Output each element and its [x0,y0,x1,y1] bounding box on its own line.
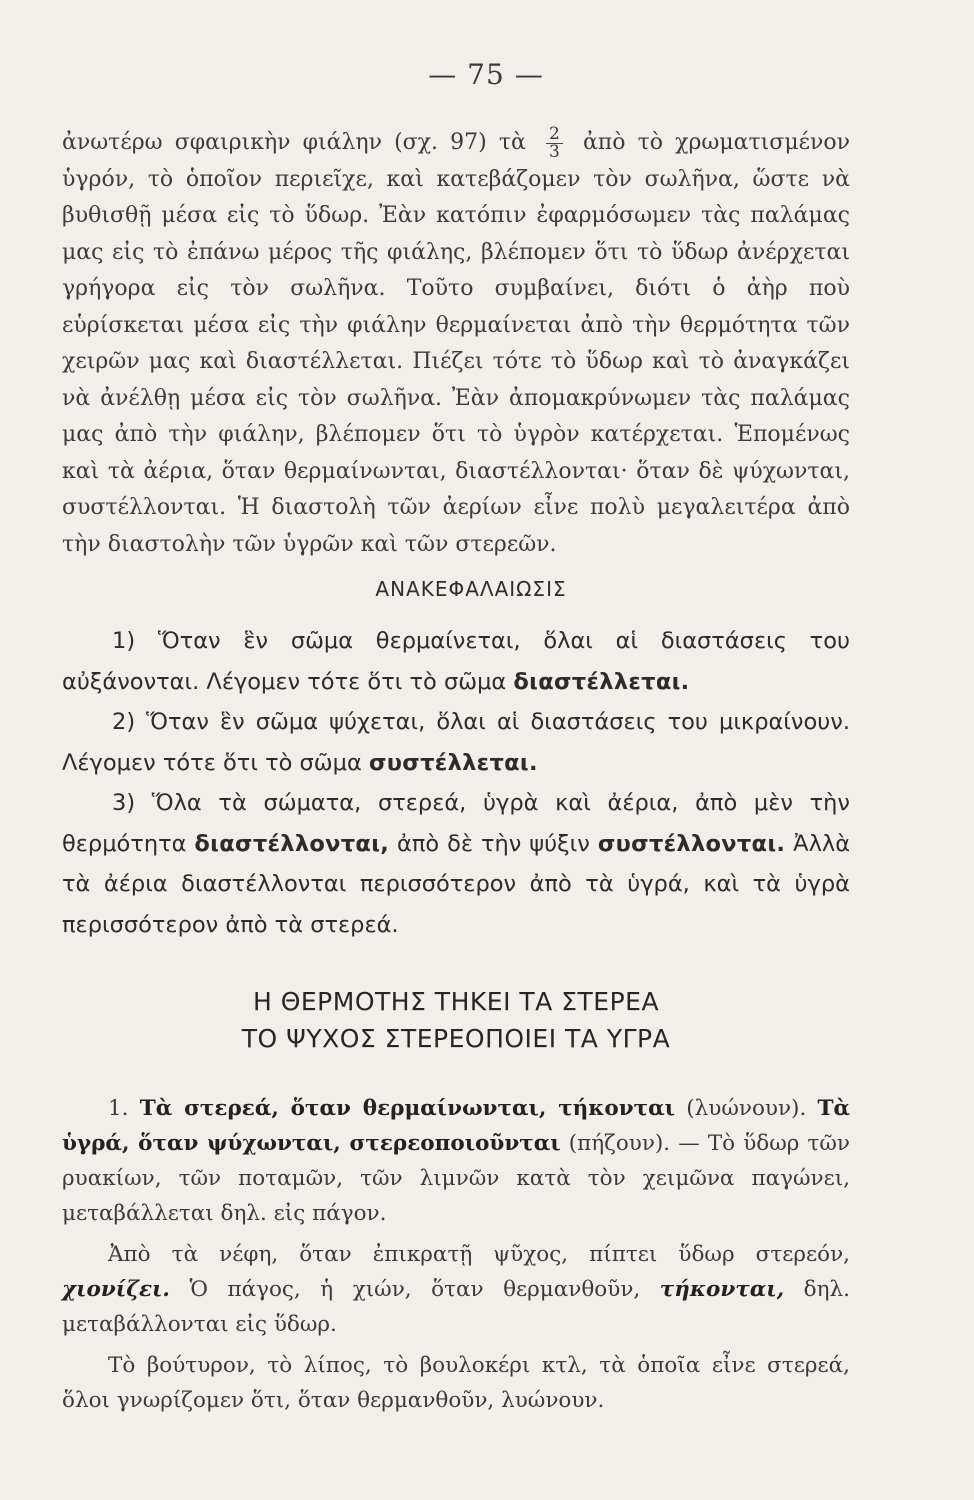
recap-section [62,621,850,945]
fraction-denominator: 3 [548,141,560,162]
recap-item-3-a: 3) Ὅλα τὰ σώματα, στερεά, ὑγρὰ καὶ ἀέρια, ἀπὸ μὲν τὴν θερμότητα [62,790,850,857]
recap-item-2 [62,702,850,783]
section-paragraph-2 [62,1237,850,1342]
recap-item-3 [62,783,850,945]
section-paragraph-3: Τὸ βούτυρον, τὸ λίπος, τὸ βουλοκέρι κτλ, τὰ ὁποῖα εἶνε στερεά, ὅλοι γνωρίζομεν ὅτι, ὅταν θερμανθοῦν, λυώνουν. [62,1353,850,1413]
page-number: — 75 — [428,58,544,91]
section-p1-rest: Τὸ ὕδωρ τῶν ρυακίων, τῶν ποταμῶν, τῶν λιμνῶν κατὰ τὸν χειμῶνα παγώνει, μεταβάλλεται δηλ. εἰς πάγον. [62,1131,850,1226]
section-p1-paren-1: (λυώνουν). [686,1096,807,1121]
section-p1-number: 1. [108,1096,129,1121]
recap-item-3-bold-2: συστέλλονται. [597,830,786,857]
section-paragraph-1 [62,1091,850,1231]
recap-item-3-c: Ἀλλὰ τὰ ἀέρια διαστέλλονται περισσότερον ἀπὸ τὰ ὑγρά, καὶ τὰ ὑγρὰ περισσότερον ἀπὸ τὰ στερεά. [62,830,851,938]
recap-item-1 [62,621,850,702]
page [62,58,850,1424]
section-p1-bold-2: Τὰ ὑγρά, ὅταν ψύχωνται, στερεοποιοῦνται [62,1096,851,1156]
section-heading-line-2: ΤΟ ΨΥΧΟΣ ΣΤΕΡΕΟΠΟΙΕΙ ΤΑ ΥΓΡΑ [241,1024,671,1053]
section-heading [62,983,850,1057]
section-p2-b: Ὁ πάγος, ἡ χιών, ὅταν θερμανθοῦν, [189,1277,641,1302]
fraction-numerator: 2 [546,126,563,144]
recap-heading: ΑΝΑΚΕΦΑΛΑΙΩΣΙΣ [375,577,567,601]
intro-paragraph [62,125,850,563]
fraction-two-thirds [546,123,563,162]
section-p2-bold-1: χιονίζει. [62,1277,170,1302]
section-p2-c: δηλ. μεταβάλλονται εἰς ὕδωρ. [62,1277,850,1337]
para1-after-fraction: ἀπὸ τὸ χρωματισμένον ὑγρόν, τὸ ὁποῖον περιεῖχε, καὶ κατεβάζομεν τὸν σωλῆνα, ὥστε νὰ βυθισθῇ μέσα εἰς τὸ ὕδωρ. Ἐὰν κατόπιν ἐφαρμόσωμεν τὰς παλάμας μας εἰς τὸ ἐπάνω μέρος τῆς φιάλης, βλέπομεν ὅτι τὸ ὕδωρ ἀνέρχεται γρήγορα εἰς τὸν σωλῆνα. Τοῦτο συμβαίνει, διότι ὁ ἀὴρ ποὺ εὑρίσκεται μέσα εἰς τὴν φιάλην θερμαίνεται ἀπὸ τὴν θερμότητα τῶν χειρῶν μας καὶ διαστέλλεται. Πιέζει τότε τὸ ὕδωρ καὶ τὸ ἀναγκάζει νὰ ἀνέλθῃ μέσα εἰς τὸν σωλῆνα. Ἐὰν ἀπομακρύνωμεν τὰς παλάμας μας ἀπὸ τὴν φιάλην, βλέπομεν ὅτι τὸ ὑγρὸν κατέρχεται. Ἑπομένως καὶ τὰ ἀέρια, ὅταν θερμαίνωνται, διαστέλλονται· ὅταν δὲ ψύχωνται, συστέλλονται. Ἡ διαστολὴ τῶν ἀερίων εἶνε πολὺ μεγαλειτέρα ἀπὸ τὴν διαστολὴν τῶν ὑγρῶν καὶ τῶν στερεῶν. [62,130,851,557]
section-body [62,1091,850,1418]
recap-item-1-text: 1) Ὅταν ἓν σῶμα θερμαίνεται, ὅλαι αἱ διαστάσεις του αὐξάνονται. Λέγομεν τότε ὅτι τὸ σῶμα [62,628,850,695]
section-p2-a: Ἀπὸ τὰ νέφη, ὅταν ἐπικρατῇ ψῦχος, πίπτει ὕδωρ στερεόν, [108,1242,850,1267]
recap-item-3-bold-1: διαστέλλονται, [194,830,390,857]
recap-item-2-bold: συστέλλεται. [368,749,538,776]
recap-item-1-bold: διαστέλλεται. [513,668,690,695]
paragraph-1 [62,125,850,563]
recap-item-3-b: ἀπὸ δὲ τὴν ψύξιν [397,830,590,857]
section-p1-bold-1: Τὰ στερεά, ὅταν θερμαίνωνται, τήκονται [139,1096,676,1121]
section-heading-line-1: Η ΘΕΡΜΟΤΗΣ ΤΗΚΕΙ ΤΑ ΣΤΕΡΕΑ [252,987,660,1016]
section-p2-bold-2: τήκονται, [659,1277,785,1302]
para1-before-fraction: ἀνωτέρω σφαιρικὴν φιάλην (σχ. 97) τὰ [62,130,526,155]
section-p1-paren-2: (πήζουν). — [568,1131,700,1156]
recap-item-2-text: 2) Ὅταν ἓν σῶμα ψύχεται, ὅλαι αἱ διαστάσεις του μικραίνουν. Λέγομεν τότε ὅτι τὸ σῶμα [62,709,850,776]
